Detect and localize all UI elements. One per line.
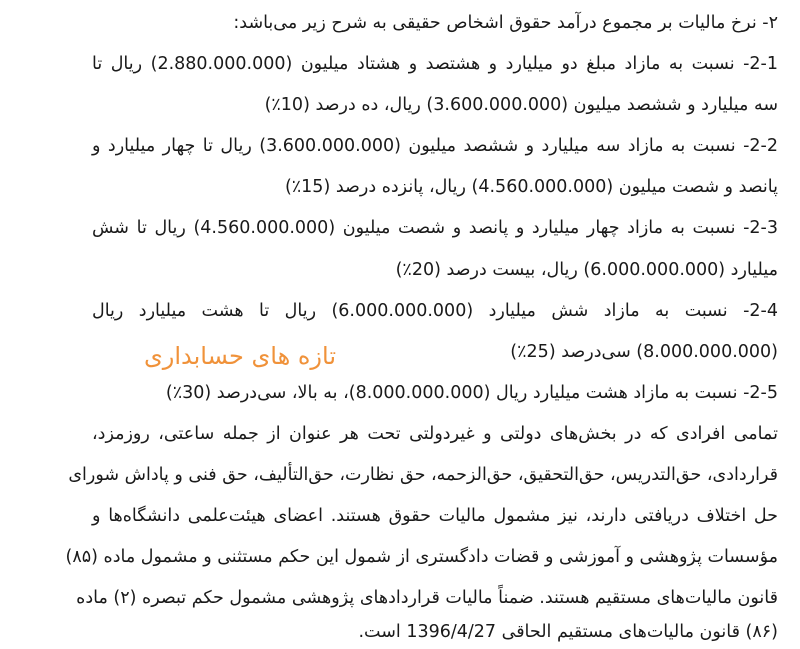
bracket-3-line-2: میلیارد (6.000.000.000) ریال، بیست درصد (20٪) (395, 260, 778, 280)
paragraph-line-1: تمامی افرادی که در بخش‌های دولتی و غیردولتی تحت هر عنوان از جمله ساعتی، روزمزد، (92, 424, 778, 444)
paragraph-line-2: قراردادی، حق‌التدریس، حق‌التحقیق، حق‌الزحمه، حق نظارت، حق‌التألیف، حق فنی و پاداش شورای (68, 465, 778, 485)
paragraph-line-3: حل اختلاف دریافتی دارند، نیز مشمول مالیات حقوق هستند. اعضای هیئت‌علمی دانشگاه‌ها و (92, 506, 778, 526)
bracket-2-line-2: پانصد و شصت میلیون (4.560.000.000) ریال، پانزده درصد (15٪) (284, 177, 778, 197)
tax-rate-heading: ۲- نرخ مالیات بر مجموع درآمد حقوق اشخاص حقیقی به شرح زیر می‌باشد: (233, 13, 778, 33)
bracket-3-line-1: 2-3- نسبت به مازاد چهار میلیارد و پانصد و شصت میلیون (4.560.000.000) ریال تا شش (92, 218, 779, 238)
bracket-4-line-1: 2-4- نسبت به مازاد شش میلیارد (6.000.000.000) ریال تا هشت میلیارد ریال (92, 301, 778, 321)
paragraph-line-4: مؤسسات پژوهشی و آموزشی و قضات دادگستری از شمول این حکم مستثنی و مشمول ماده (۸۵) (65, 547, 778, 567)
bracket-4-line-2: (8.000.000.000) سی‌درصد (25٪) (510, 342, 778, 362)
bracket-1-line-2: سه میلیارد و ششصد میلیون (3.600.000.000) ریال، ده درصد (10٪) (264, 95, 778, 115)
bracket-1-line-1: 2-1- نسبت به مازاد مبلغ دو میلیارد و هشتصد و هشتاد میلیون (2.880.000.000) ریال تا (92, 54, 778, 74)
paragraph-line-6: (۸۶) قانون مالیات‌های مستقیم الحاقی 1396/4/27 است. (358, 622, 778, 642)
paragraph-line-5: قانون مالیات‌های مستقیم هستند. ضمناً مالیات قراردادهای پژوهشی مشمول حکم تبصره (۲) ماده (76, 588, 778, 608)
watermark-text: تازه های حسابداری (143, 342, 337, 370)
bracket-5-line: 2-5- نسبت به مازاد هشت میلیارد ریال (8.000.000.000)، به بالا، سی‌درصد (30٪) (165, 383, 778, 403)
bracket-2-line-1: 2-2- نسبت به مازاد سه میلیارد و ششصد میلیون (3.600.000.000) ریال تا چهار میلیارد و (92, 136, 779, 156)
